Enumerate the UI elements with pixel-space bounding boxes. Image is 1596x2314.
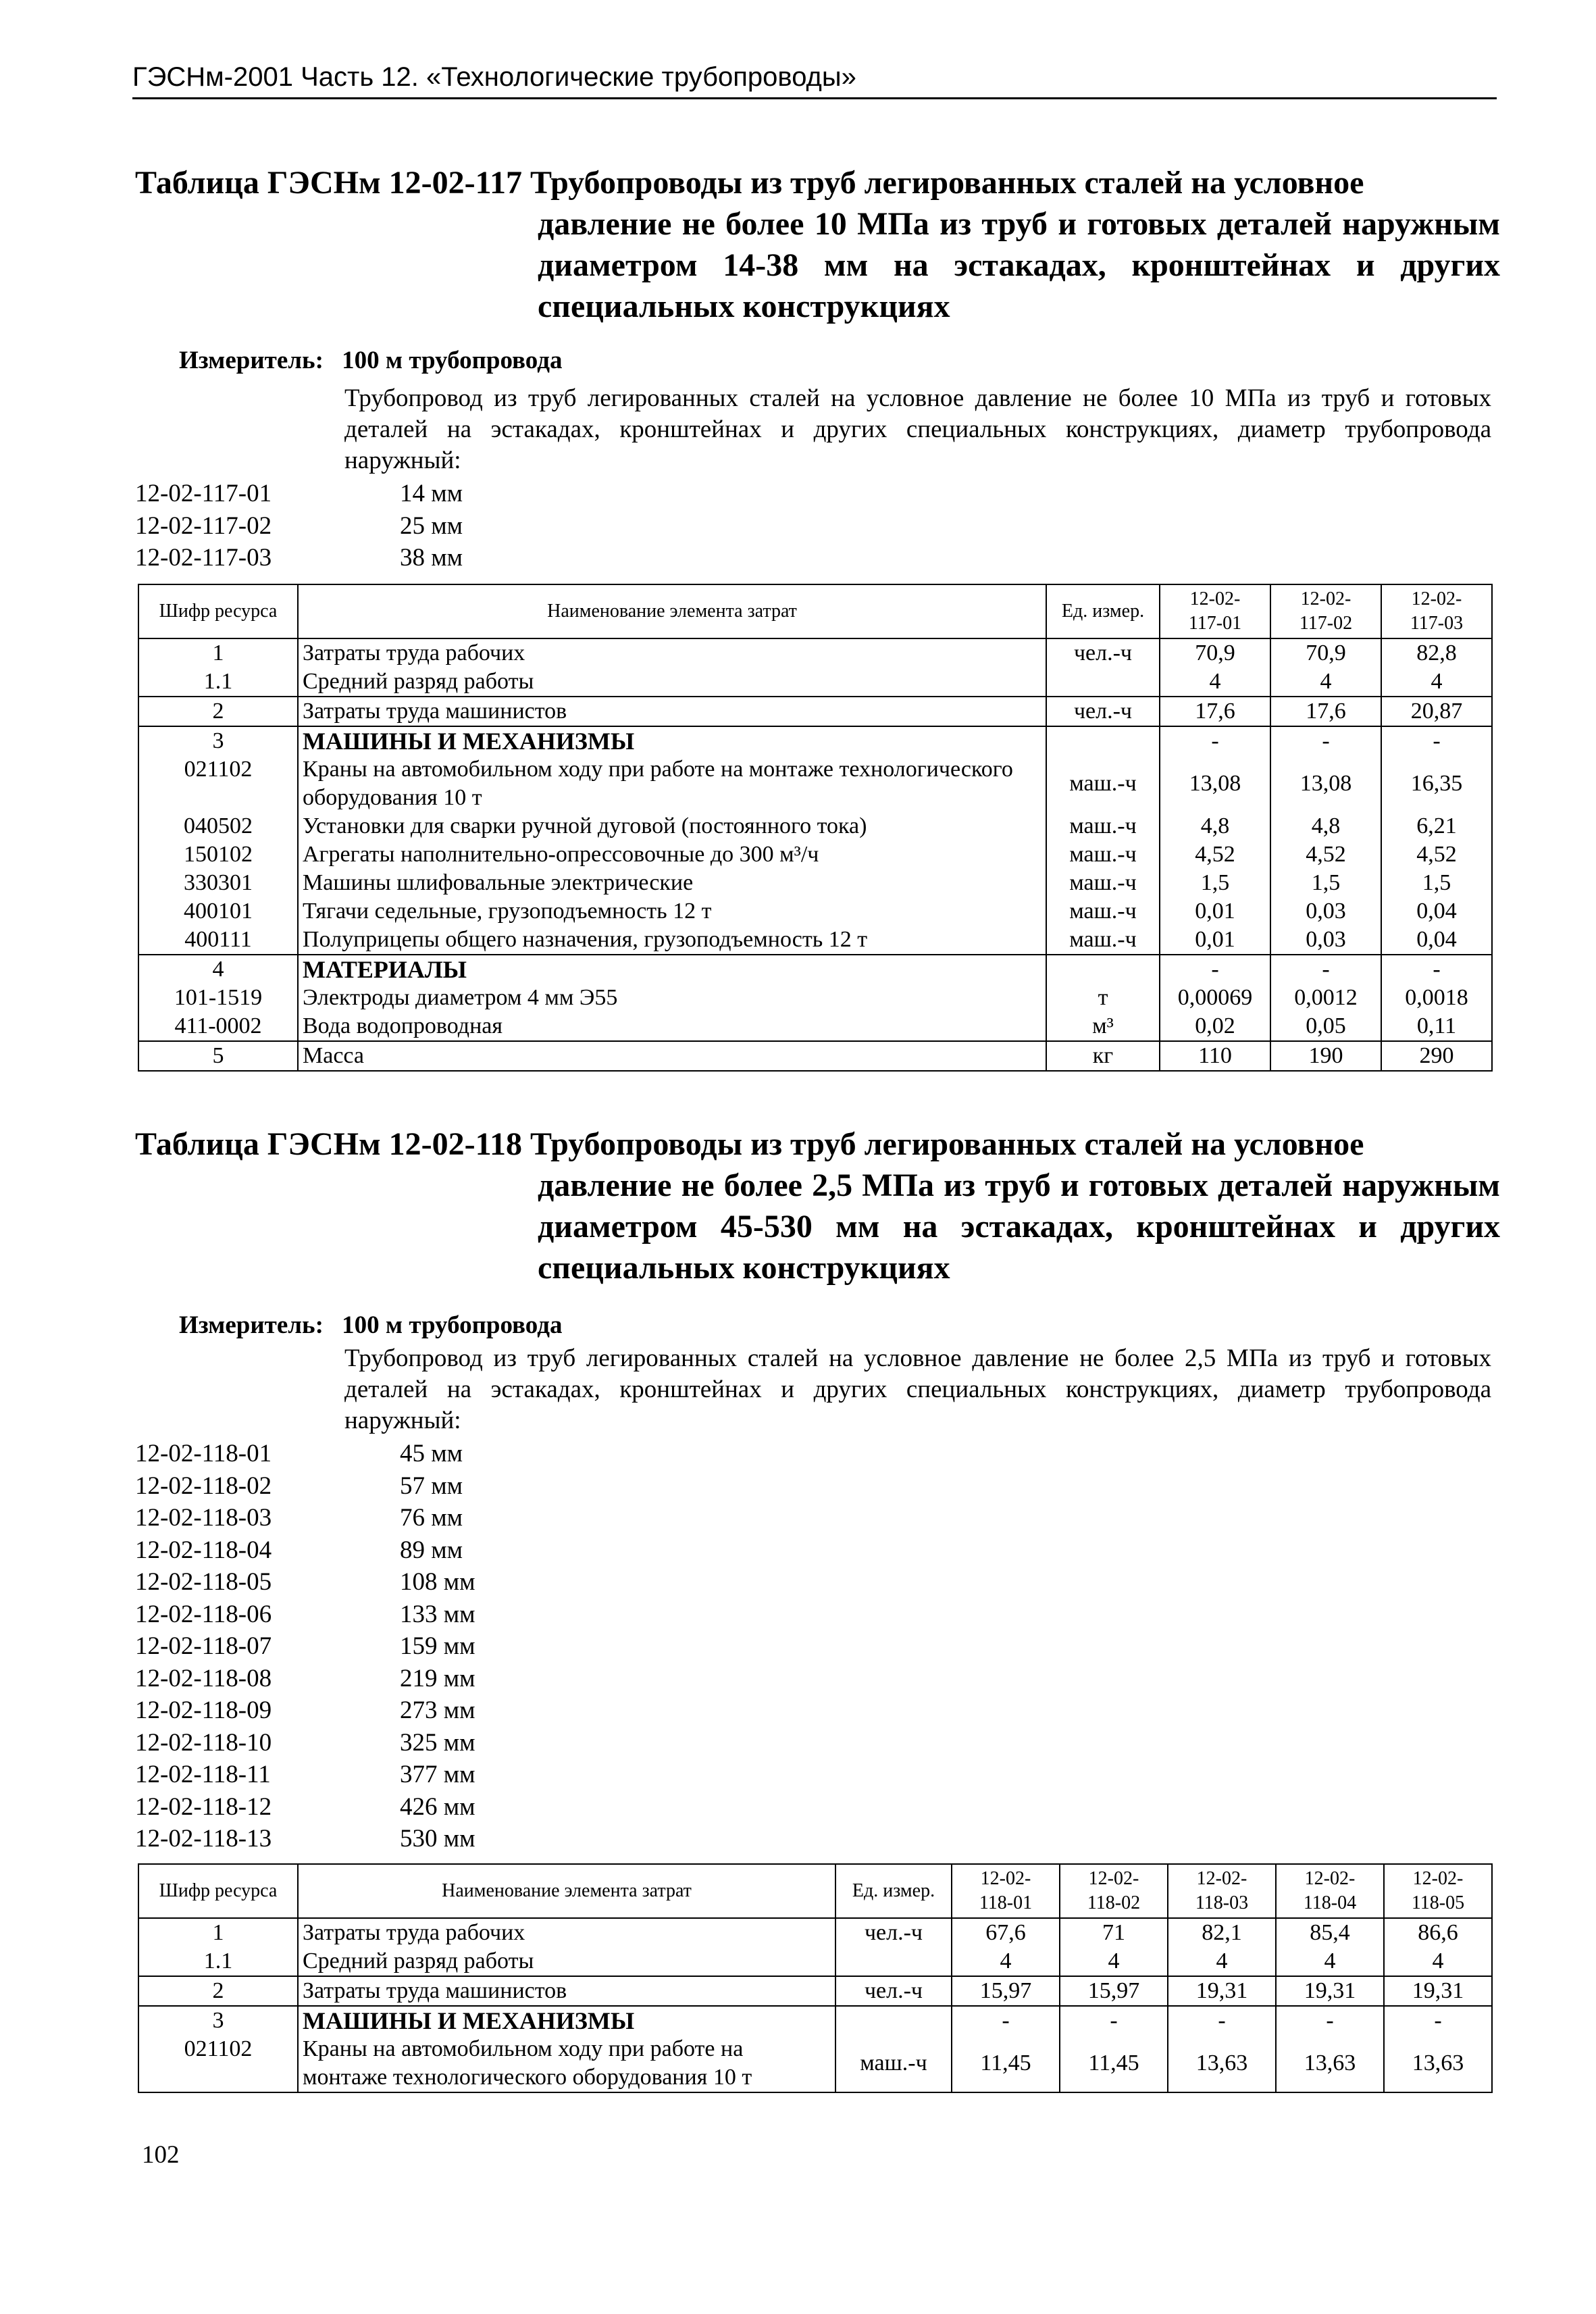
cell-value: 0,03 bbox=[1270, 926, 1381, 955]
cell-value: - bbox=[952, 2006, 1060, 2035]
cell-code: 1 bbox=[138, 638, 298, 668]
cell-unit: м³ bbox=[1046, 1012, 1160, 1041]
code-id: 12-02-118-10 bbox=[135, 1728, 272, 1757]
code-item bbox=[135, 1534, 475, 1567]
code-value: 108 мм bbox=[400, 1568, 475, 1596]
cell-value: 0,04 bbox=[1381, 926, 1492, 955]
code-id: 12-02-118-07 bbox=[135, 1632, 272, 1660]
cell-value: 17,6 bbox=[1160, 697, 1270, 726]
code-item bbox=[135, 1694, 475, 1727]
cell-value: 0,02 bbox=[1160, 1012, 1270, 1041]
cell-unit: чел.-ч bbox=[835, 1918, 952, 1947]
table1-measure bbox=[179, 346, 562, 375]
cell-value: 0,01 bbox=[1160, 897, 1270, 926]
cell-name: Затраты труда машинистов bbox=[298, 697, 1046, 726]
table-row bbox=[138, 2035, 1492, 2092]
cell-code: 2 bbox=[138, 697, 298, 726]
cell-value: 4,52 bbox=[1381, 840, 1492, 869]
cell-name: МАШИНЫ И МЕХАНИЗМЫ bbox=[298, 2006, 835, 2035]
col-value-header bbox=[1270, 584, 1381, 638]
cell-value: - bbox=[1168, 2006, 1276, 2035]
table2-measure bbox=[179, 1311, 562, 1340]
table-row bbox=[138, 812, 1492, 840]
code-value: 325 мм bbox=[400, 1728, 475, 1757]
cell-value: 0,03 bbox=[1270, 897, 1381, 926]
cell-code: 3 bbox=[138, 2006, 298, 2035]
code-item bbox=[135, 1438, 475, 1470]
code-id: 12-02-118-12 bbox=[135, 1792, 272, 1821]
code-value: 57 мм bbox=[400, 1472, 463, 1500]
cell-value: 4 bbox=[1168, 1947, 1276, 1976]
cell-code: 2 bbox=[138, 1976, 298, 2006]
cell-value: 1,5 bbox=[1270, 869, 1381, 897]
cell-value: - bbox=[1384, 2006, 1492, 2035]
cell-name: Агрегаты наполнительно-опрессовочные до 300 м³/ч bbox=[298, 840, 1046, 869]
col-code-header: Шифр ресурса bbox=[138, 1864, 298, 1918]
code-value: 219 мм bbox=[400, 1664, 475, 1692]
cell-value: 13,08 bbox=[1160, 755, 1270, 812]
cell-value: - bbox=[1381, 726, 1492, 755]
col-name-header: Наименование элемента затрат bbox=[298, 1864, 835, 1918]
table2-resources bbox=[138, 1863, 1493, 2093]
cell-unit: чел.-ч bbox=[835, 1976, 952, 2006]
table-section-row bbox=[138, 955, 1492, 984]
cell-value: 0,0018 bbox=[1381, 984, 1492, 1012]
table1-description: Трубопровод из труб легированных сталей на условное давление не более 10 МПа из труб и готовых деталей на эстакадах, кронштейнах и других специальных конструкциях, диаметр трубопровода наружный: bbox=[344, 384, 1491, 474]
cell-value: 4 bbox=[1060, 1947, 1168, 1976]
cell-value: 0,01 bbox=[1160, 926, 1270, 955]
code-item bbox=[135, 1759, 475, 1791]
cell-name: Затраты труда машинистов bbox=[298, 1976, 835, 2006]
code-id: 12-02-118-03 bbox=[135, 1504, 272, 1532]
cell-value: 15,97 bbox=[952, 1976, 1060, 2006]
cell-code: 3 bbox=[138, 726, 298, 755]
cell-value: 16,35 bbox=[1381, 755, 1492, 812]
code-value: 159 мм bbox=[400, 1632, 475, 1660]
cell-unit bbox=[835, 1947, 952, 1976]
code-id: 12-02-118-08 bbox=[135, 1664, 272, 1692]
table-row bbox=[138, 1012, 1492, 1041]
code-id: 12-02-118-11 bbox=[135, 1761, 271, 1788]
measure-label: Измеритель: bbox=[179, 347, 324, 374]
cell-value: 0,0012 bbox=[1270, 984, 1381, 1012]
cell-code: 1.1 bbox=[138, 1947, 298, 1976]
cell-code: 330301 bbox=[138, 869, 298, 897]
cell-unit bbox=[835, 2006, 952, 2035]
table-row bbox=[138, 697, 1492, 726]
table-row bbox=[138, 1976, 1492, 2006]
code-id: 12-02-118-05 bbox=[135, 1568, 272, 1596]
table-section-row bbox=[138, 2006, 1492, 2035]
cell-value: 86,6 bbox=[1384, 1918, 1492, 1947]
cell-name: Затраты труда рабочих bbox=[298, 638, 1046, 668]
cell-value: 4 bbox=[1384, 1947, 1492, 1976]
cell-name: Полуприцепы общего назначения, грузоподъемность 12 т bbox=[298, 926, 1046, 955]
code-id: 12-02-118-06 bbox=[135, 1600, 272, 1628]
cell-value: - bbox=[1060, 2006, 1168, 2035]
cell-unit: маш.-ч bbox=[1046, 812, 1160, 840]
col-header-line2: 118-01 bbox=[979, 1892, 1033, 1913]
col-header-line1: 12-02- bbox=[1088, 1868, 1139, 1889]
cell-value: 4,8 bbox=[1270, 812, 1381, 840]
code-id: 12-02-118-13 bbox=[135, 1825, 272, 1853]
table2-title bbox=[135, 1124, 1499, 1288]
cell-value: - bbox=[1381, 955, 1492, 984]
table-row bbox=[138, 668, 1492, 697]
code-id: 12-02-117-01 bbox=[135, 480, 272, 507]
table-row bbox=[138, 840, 1492, 869]
table-header-row bbox=[138, 584, 1492, 638]
cell-name: Затраты труда рабочих bbox=[298, 1918, 835, 1947]
col-header-line2: 118-02 bbox=[1087, 1892, 1141, 1913]
code-id: 12-02-118-09 bbox=[135, 1696, 272, 1724]
col-value-header bbox=[1168, 1864, 1276, 1918]
cell-name: Средний разряд работы bbox=[298, 668, 1046, 697]
cell-unit: маш.-ч bbox=[1046, 755, 1160, 812]
cell-unit: маш.-ч bbox=[835, 2035, 952, 2092]
cell-name: Средний разряд работы bbox=[298, 1947, 835, 1976]
col-value-header bbox=[1060, 1864, 1168, 1918]
code-value: 133 мм bbox=[400, 1600, 475, 1628]
code-item bbox=[135, 542, 463, 574]
col-header-line2: 118-03 bbox=[1195, 1892, 1249, 1913]
table2-description: Трубопровод из труб легированных сталей на условное давление не более 2,5 МПа из труб и готовых деталей на эстакадах, кронштейнах и других специальных конструкциях, диаметр трубопровода наружный: bbox=[344, 1344, 1491, 1434]
cell-value: 4 bbox=[1381, 668, 1492, 697]
code-value: 76 мм bbox=[400, 1504, 463, 1532]
code-item bbox=[135, 510, 463, 543]
table-row bbox=[138, 984, 1492, 1012]
cell-value: - bbox=[1160, 955, 1270, 984]
cell-unit: чел.-ч bbox=[1046, 697, 1160, 726]
cell-value: 4,8 bbox=[1160, 812, 1270, 840]
cell-name: Тягачи седельные, грузоподъемность 12 т bbox=[298, 897, 1046, 926]
code-value: 25 мм bbox=[400, 511, 463, 540]
code-id: 12-02-118-02 bbox=[135, 1472, 272, 1500]
table-row bbox=[138, 638, 1492, 668]
table-section-row bbox=[138, 726, 1492, 755]
cell-unit: маш.-ч bbox=[1046, 897, 1160, 926]
code-value: 14 мм bbox=[400, 480, 463, 507]
cell-value: 70,9 bbox=[1160, 638, 1270, 668]
cell-value: 190 bbox=[1270, 1041, 1381, 1071]
col-value-header bbox=[1160, 584, 1270, 638]
col-name-header: Наименование элемента затрат bbox=[298, 584, 1046, 638]
cell-value: 4 bbox=[1160, 668, 1270, 697]
table-row bbox=[138, 1947, 1492, 1976]
cell-code: 150102 bbox=[138, 840, 298, 869]
code-id: 12-02-118-04 bbox=[135, 1536, 272, 1564]
cell-value: 110 bbox=[1160, 1041, 1270, 1071]
code-item bbox=[135, 1502, 475, 1534]
cell-name: Масса bbox=[298, 1041, 1046, 1071]
col-header-line2: 117-03 bbox=[1410, 613, 1464, 634]
table-row bbox=[138, 926, 1492, 955]
cell-value: 13,63 bbox=[1384, 2035, 1492, 2092]
cell-code: 021102 bbox=[138, 2035, 298, 2092]
table1-title-first: Таблица ГЭСНм 12-02-117 Трубопроводы из труб легированных сталей на условное bbox=[135, 165, 1364, 201]
measure-value: 100 м трубопровода bbox=[342, 347, 563, 374]
cell-value: 17,6 bbox=[1270, 697, 1381, 726]
measure-label: Измеритель: bbox=[179, 1311, 324, 1339]
table2-title-first: Таблица ГЭСНм 12-02-118 Трубопроводы из труб легированных сталей на условное bbox=[135, 1126, 1364, 1162]
table1-resources bbox=[138, 584, 1493, 1072]
col-unit-header: Ед. измер. bbox=[835, 1864, 952, 1918]
cell-value: 13,63 bbox=[1168, 2035, 1276, 2092]
cell-value: 1,5 bbox=[1381, 869, 1492, 897]
col-header-line2: 118-05 bbox=[1411, 1892, 1465, 1913]
code-item bbox=[135, 1663, 475, 1695]
code-value: 89 мм bbox=[400, 1536, 463, 1564]
cell-value: 4,52 bbox=[1160, 840, 1270, 869]
cell-unit: т bbox=[1046, 984, 1160, 1012]
col-header-line1: 12-02- bbox=[1189, 588, 1241, 609]
col-value-header bbox=[1276, 1864, 1384, 1918]
cell-unit bbox=[1046, 668, 1160, 697]
col-value-header bbox=[1384, 1864, 1492, 1918]
code-value: 38 мм bbox=[400, 544, 463, 572]
cell-code: 4 bbox=[138, 955, 298, 984]
cell-code: 021102 bbox=[138, 755, 298, 812]
cell-code: 400101 bbox=[138, 897, 298, 926]
code-item bbox=[135, 1470, 475, 1503]
cell-value: 1,5 bbox=[1160, 869, 1270, 897]
cell-unit bbox=[1046, 726, 1160, 755]
col-header-line1: 12-02- bbox=[1411, 588, 1462, 609]
cell-value: - bbox=[1160, 726, 1270, 755]
col-header-line2: 118-04 bbox=[1303, 1892, 1357, 1913]
cell-value: 82,1 bbox=[1168, 1918, 1276, 1947]
cell-value: 11,45 bbox=[952, 2035, 1060, 2092]
code-value: 273 мм bbox=[400, 1696, 475, 1724]
page-number: 102 bbox=[142, 2141, 180, 2169]
cell-value: 13,63 bbox=[1276, 2035, 1384, 2092]
cell-name: МАШИНЫ И МЕХАНИЗМЫ bbox=[298, 726, 1046, 755]
col-header-line1: 12-02- bbox=[1300, 588, 1352, 609]
code-item bbox=[135, 1823, 475, 1855]
cell-unit: кг bbox=[1046, 1041, 1160, 1071]
cell-value: - bbox=[1270, 726, 1381, 755]
cell-value: 70,9 bbox=[1270, 638, 1381, 668]
table1-title-rest: давление не более 10 МПа из труб и готовых деталей наружным диаметром 14-38 мм на эстакадах, кронштейнах и других специальных конструкциях bbox=[538, 206, 1500, 324]
cell-value: 11,45 bbox=[1060, 2035, 1168, 2092]
cell-code: 1 bbox=[138, 1918, 298, 1947]
cell-code: 411-0002 bbox=[138, 1012, 298, 1041]
col-header-line1: 12-02- bbox=[1304, 1868, 1356, 1889]
table-row bbox=[138, 1041, 1492, 1071]
cell-code: 040502 bbox=[138, 812, 298, 840]
cell-value: 0,04 bbox=[1381, 897, 1492, 926]
code-item bbox=[135, 1727, 475, 1759]
cell-unit: маш.-ч bbox=[1046, 840, 1160, 869]
cell-value: 20,87 bbox=[1381, 697, 1492, 726]
cell-value: 85,4 bbox=[1276, 1918, 1384, 1947]
code-item bbox=[135, 1791, 475, 1823]
cell-code: 5 bbox=[138, 1041, 298, 1071]
cell-code: 1.1 bbox=[138, 668, 298, 697]
cell-value: 290 bbox=[1381, 1041, 1492, 1071]
table-row bbox=[138, 869, 1492, 897]
cell-value: - bbox=[1276, 2006, 1384, 2035]
table-row bbox=[138, 897, 1492, 926]
cell-name: Электроды диаметром 4 мм Э55 bbox=[298, 984, 1046, 1012]
page-header: ГЭСНм-2001 Часть 12. «Технологические трубопроводы» bbox=[132, 62, 856, 92]
table1-title bbox=[135, 162, 1499, 327]
cell-value: 19,31 bbox=[1168, 1976, 1276, 2006]
table2-title-rest: давление не более 2,5 МПа из труб и готовых деталей наружным диаметром 45-530 мм на эстакадах, кронштейнах и других специальных конструкциях bbox=[538, 1167, 1500, 1286]
code-value: 377 мм bbox=[400, 1761, 475, 1788]
cell-value: 0,05 bbox=[1270, 1012, 1381, 1041]
code-id: 12-02-117-03 bbox=[135, 544, 272, 572]
cell-value: 4 bbox=[952, 1947, 1060, 1976]
col-header-line1: 12-02- bbox=[1412, 1868, 1464, 1889]
cell-name: Краны на автомобильном ходу при работе на монтаже технологического оборудования 10 т bbox=[298, 755, 1046, 812]
col-header-line2: 117-01 bbox=[1188, 613, 1242, 634]
col-code-header: Шифр ресурса bbox=[138, 584, 298, 638]
table-row bbox=[138, 1918, 1492, 1947]
cell-value: 0,11 bbox=[1381, 1012, 1492, 1041]
cell-name: Машины шлифовальные электрические bbox=[298, 869, 1046, 897]
code-id: 12-02-117-02 bbox=[135, 511, 272, 540]
col-value-header bbox=[952, 1864, 1060, 1918]
cell-value: 0,00069 bbox=[1160, 984, 1270, 1012]
header-rule bbox=[132, 97, 1497, 99]
cell-value: 67,6 bbox=[952, 1918, 1060, 1947]
cell-value: 19,31 bbox=[1384, 1976, 1492, 2006]
cell-value: 4 bbox=[1276, 1947, 1384, 1976]
cell-value: 13,08 bbox=[1270, 755, 1381, 812]
cell-value: 4,52 bbox=[1270, 840, 1381, 869]
cell-name: Краны на автомобильном ходу при работе на монтаже технологического оборудования 10 т bbox=[298, 2035, 835, 2092]
table2-code-list bbox=[135, 1438, 475, 1855]
cell-name: Установки для сварки ручной дуговой (постоянного тока) bbox=[298, 812, 1046, 840]
code-item bbox=[135, 1566, 475, 1599]
cell-unit: маш.-ч bbox=[1046, 926, 1160, 955]
col-value-header bbox=[1381, 584, 1492, 638]
cell-name: МАТЕРИАЛЫ bbox=[298, 955, 1046, 984]
cell-unit: маш.-ч bbox=[1046, 869, 1160, 897]
col-header-line2: 117-02 bbox=[1299, 613, 1353, 634]
col-header-line1: 12-02- bbox=[980, 1868, 1031, 1889]
cell-code: 101-1519 bbox=[138, 984, 298, 1012]
table-header-row bbox=[138, 1864, 1492, 1918]
cell-code: 400111 bbox=[138, 926, 298, 955]
table-row bbox=[138, 755, 1492, 812]
code-value: 45 мм bbox=[400, 1440, 463, 1467]
col-unit-header: Ед. измер. bbox=[1046, 584, 1160, 638]
code-id: 12-02-118-01 bbox=[135, 1440, 272, 1467]
cell-name: Вода водопроводная bbox=[298, 1012, 1046, 1041]
code-value: 530 мм bbox=[400, 1825, 475, 1853]
code-item bbox=[135, 1599, 475, 1631]
cell-value: 15,97 bbox=[1060, 1976, 1168, 2006]
cell-unit: чел.-ч bbox=[1046, 638, 1160, 668]
cell-value: 19,31 bbox=[1276, 1976, 1384, 2006]
cell-value: 82,8 bbox=[1381, 638, 1492, 668]
measure-value: 100 м трубопровода bbox=[342, 1311, 563, 1339]
cell-value: 71 bbox=[1060, 1918, 1168, 1947]
code-item bbox=[135, 1630, 475, 1663]
col-header-line1: 12-02- bbox=[1196, 1868, 1247, 1889]
cell-value: - bbox=[1270, 955, 1381, 984]
cell-unit bbox=[1046, 955, 1160, 984]
table1-code-list bbox=[135, 478, 463, 574]
cell-value: 4 bbox=[1270, 668, 1381, 697]
cell-value: 6,21 bbox=[1381, 812, 1492, 840]
code-value: 426 мм bbox=[400, 1792, 475, 1821]
code-item bbox=[135, 478, 463, 510]
